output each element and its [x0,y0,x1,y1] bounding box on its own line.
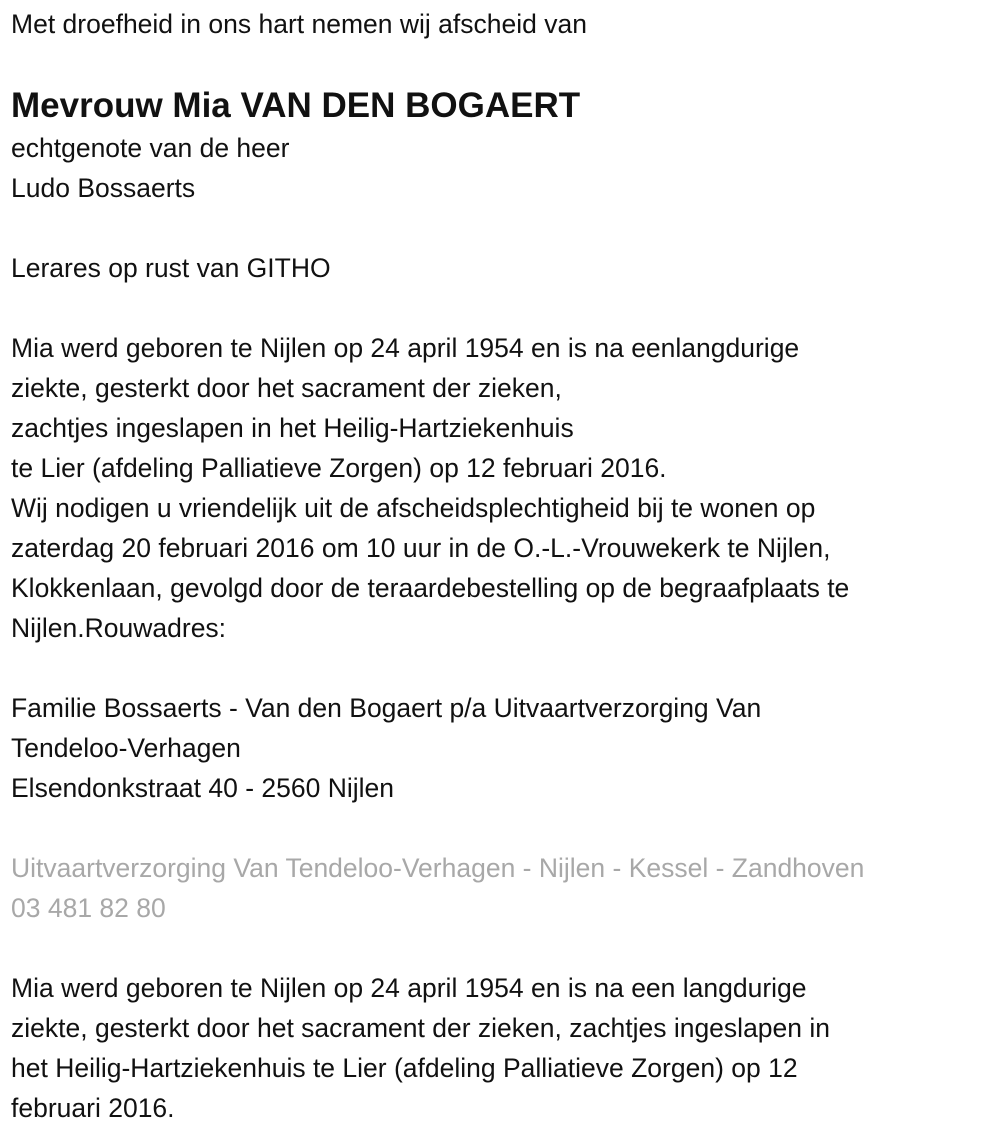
announcement-line: Nijlen.Rouwadres: [11,613,227,643]
announcement-line: te Lier (afdeling Palliatieve Zorgen) op 12 februari 2016. [11,453,667,483]
spouse-relation: echtgenote van de heer [11,133,290,163]
address-line: Elsendonkstraat 40 - 2560 Nijlen [11,773,395,803]
funeral-home [11,848,1000,928]
funeral-home-name: Uitvaartverzorging Van Tendeloo-Verhagen - Nijlen - Kessel - Zandhoven [11,853,865,883]
announcement-line: zachtjes ingeslapen in het Heilig-Hartziekenhuis [11,413,574,443]
summary-line: Mia werd geboren te Nijlen op 24 april 1954 en is na een langdurige [11,973,807,1003]
occupation: Lerares op rust van GITHO [11,253,331,283]
address-line: Familie Bossaerts - Van den Bogaert p/a Uitvaartverzorging Van [11,693,762,723]
summary-paragraph [11,968,1000,1128]
summary-line: ziekte, gesterkt door het sacrament der zieken, zachtjes ingeslapen in [11,1013,831,1043]
announcement-line: zaterdag 20 februari 2016 om 10 uur in de O.-L.-Vrouwekerk te Nijlen, [11,533,831,563]
mourning-address [11,688,1000,808]
announcement-line: ziekte, gesterkt door het sacrament der zieken, [11,373,562,403]
spouse-name: Ludo Bossaerts [11,173,196,203]
funeral-home-phone: 03 481 82 80 [11,893,166,923]
announcement-paragraph [11,328,1000,648]
announcement-line: Wij nodigen u vriendelijk uit de afscheidsplechtigheid bij te wonen op [11,493,816,523]
summary-line: februari 2016. [11,1093,175,1123]
deceased-name: Mevrouw Mia VAN DEN BOGAERT [11,86,581,125]
announcement-line: Mia werd geboren te Nijlen op 24 april 1954 en is na eenlangdurige [11,333,800,363]
summary-line: het Heilig-Hartziekenhuis te Lier (afdeling Palliatieve Zorgen) op 12 [11,1053,798,1083]
announcement-line: Klokkenlaan, gevolgd door de teraardebestelling op de begraafplaats te [11,573,850,603]
intro-text: Met droefheid in ons hart nemen wij afscheid van [11,9,587,39]
address-line: Tendeloo-Verhagen [11,733,241,763]
